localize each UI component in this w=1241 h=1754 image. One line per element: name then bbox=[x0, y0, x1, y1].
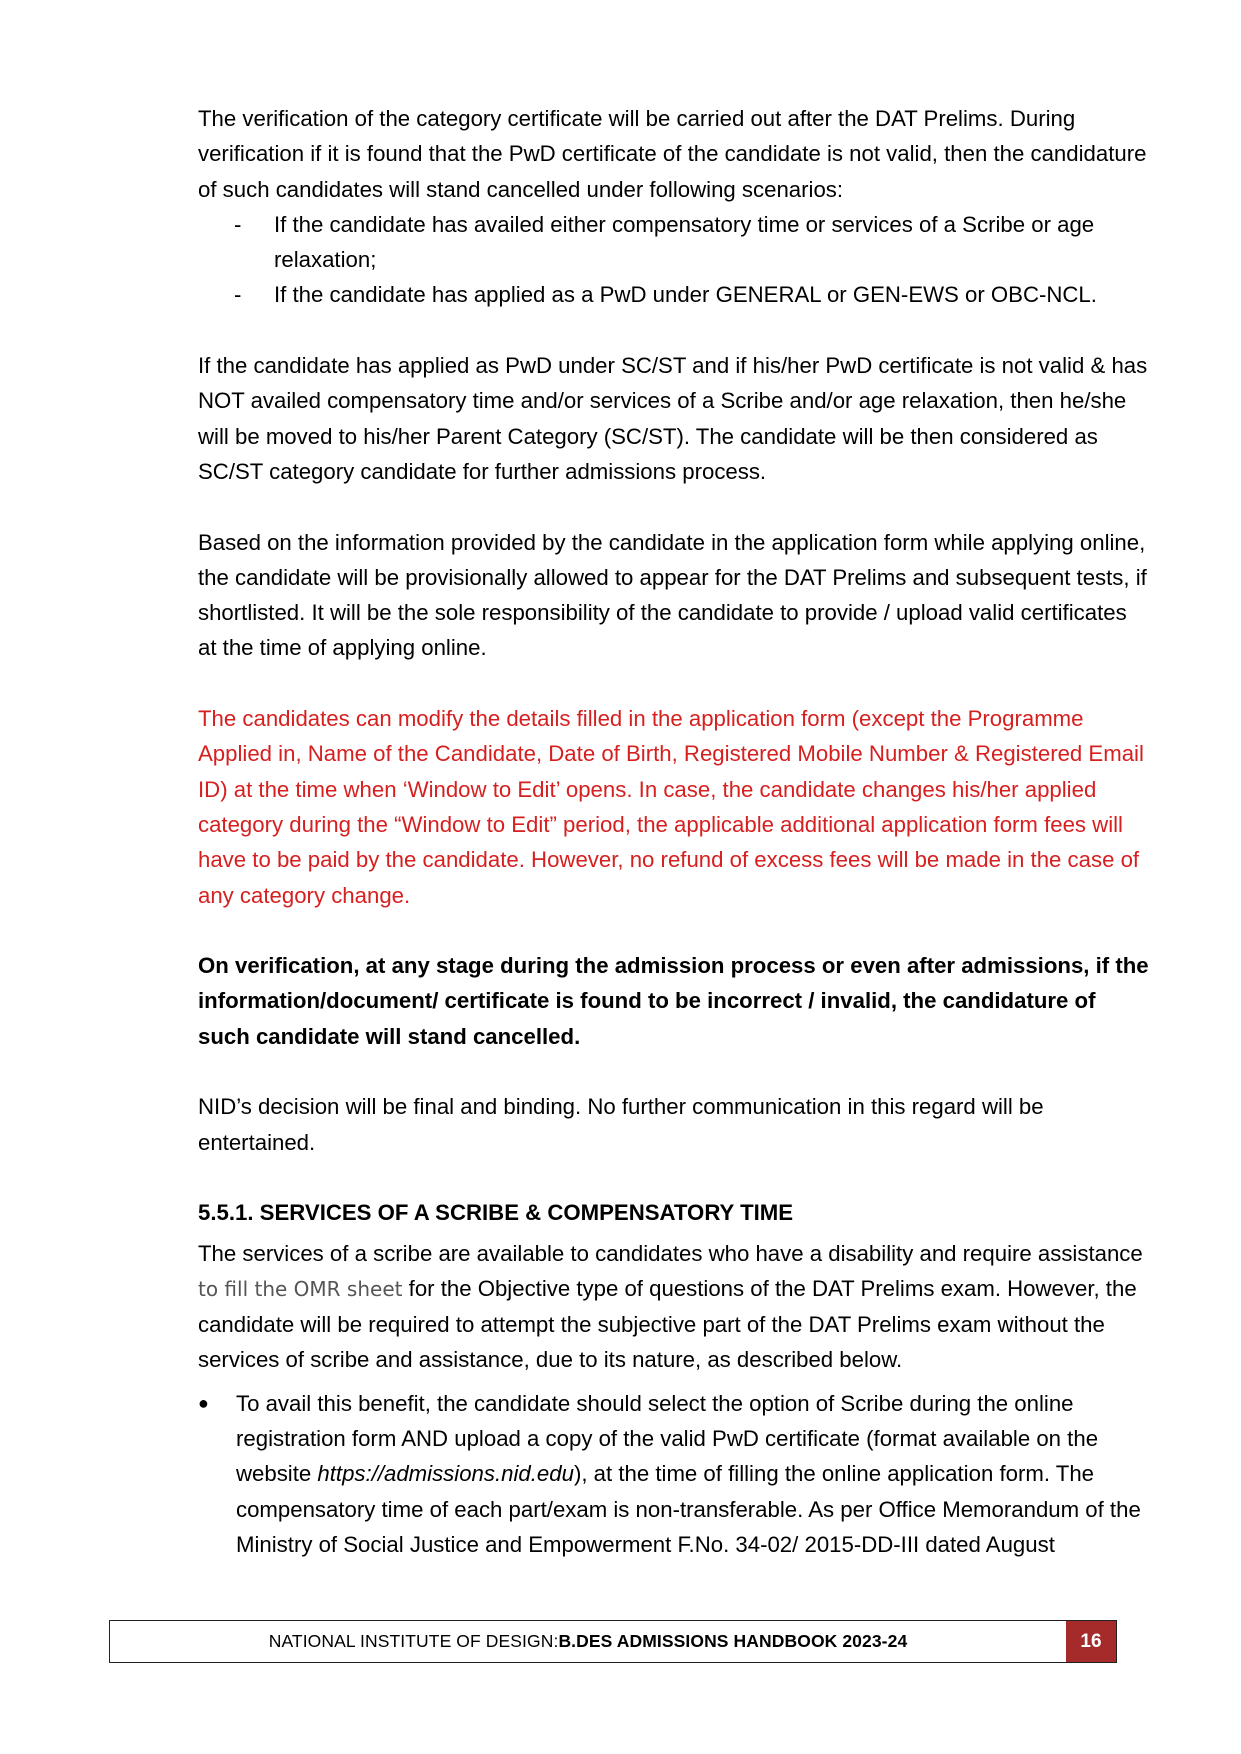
dash-marker: - bbox=[234, 282, 242, 308]
page-content bbox=[198, 101, 1150, 1562]
list-item bbox=[198, 207, 1150, 278]
footer-title bbox=[110, 1621, 1066, 1662]
paragraph-nid-decision: NID’s decision will be final and binding. No further communication in this regard will be entertained. bbox=[198, 1094, 1044, 1155]
paragraph-scribe-intro bbox=[198, 1236, 1150, 1378]
bullet-text-cont: ), at the time of filling the online application form. The compensatory time of each part/exam is non-transferable. As per Office Memorandum of the Ministry of Social Justice and Empowerment F.No. 34-02/ 2015-DD-III dated August bbox=[236, 1461, 1141, 1557]
scribe-bullet-list bbox=[198, 1386, 1150, 1562]
footer-handbook-title: B.DES ADMISSIONS HANDBOOK 2023-24 bbox=[558, 1631, 908, 1651]
paragraph-verification: The verification of the category certificate will be carried out after the DAT Prelims. During verification if it is found that the PwD certificate of the candidate is not valid, then the candidature of such candidates will stand cancelled under following scenarios: bbox=[198, 106, 1147, 202]
list-item bbox=[198, 277, 1150, 312]
list-item bbox=[198, 1386, 1150, 1562]
dash-marker: - bbox=[234, 211, 242, 237]
paragraph-provisional: Based on the information provided by the candidate in the application form while applying online, the candidate will be provisionally allowed to appear for the DAT Prelims and subsequent tests, if shortlisted. It will be the sole responsibility of the candidate to provide / upload valid certificates at the time of applying online. bbox=[198, 529, 1147, 661]
paragraph-cancellation-warning: On verification, at any stage during the admission process or even after admissions, if the information/document/ certificate is found to be incorrect / invalid, the candidature of such candidate will stand cancelled. bbox=[198, 953, 1149, 1049]
cancellation-scenarios-list bbox=[198, 207, 1150, 313]
intro-text: The services of a scribe are available to candidates who have a disability and require assistance bbox=[198, 1240, 1143, 1266]
bullet-marker: ● bbox=[198, 1392, 209, 1413]
paragraph-sc-st: If the candidate has applied as PwD under SC/ST and if his/her PwD certificate is not valid & has NOT availed compensatory time and/or services of a Scribe and/or age relaxation, then he/she will be moved to his/her Parent Category (SC/ST). The candidate will be then considered as SC/ST category candidate for further admissions process. bbox=[198, 353, 1148, 484]
bullet-text: To avail this benefit, the candidate should select the option of Scribe during the online registration form AND upload a copy of the valid PwD certificate (format available on the website bbox=[236, 1390, 1099, 1487]
footer-prefix: NATIONAL INSTITUTE OF DESIGN: bbox=[268, 1631, 559, 1651]
list-item-text: If the candidate has availed either compensatory time or services of a Scribe or age relaxation; bbox=[274, 211, 1095, 273]
page-footer bbox=[109, 1620, 1117, 1663]
intro-text-cont: for the Objective type of questions of the DAT Prelims exam. However, the candidate will be required to attempt the subjective part of the DAT Prelims exam without the services of scribe and assistance, due to its nature, as described below. bbox=[198, 1275, 1137, 1373]
website-link[interactable]: https://admissions.nid.edu bbox=[317, 1461, 574, 1487]
intro-omr-text: to fill the OMR sheet bbox=[198, 1276, 403, 1301]
page-number: 16 bbox=[1066, 1621, 1116, 1662]
paragraph-window-to-edit: The candidates can modify the details filled in the application form (except the Programme Applied in, Name of the Candidate, Date of Birth, Registered Mobile Number & Registered Email ID) at the time when ‘Window to Edit’ opens. In case, the candidate changes his/her applied category during the “Window to Edit” period, the applicable additional application form fees will have to be paid by the candidate. However, no refund of excess fees will be made in the case of any category change. bbox=[198, 706, 1144, 908]
list-item-text: If the candidate has applied as a PwD under GENERAL or GEN-EWS or OBC-NCL. bbox=[274, 282, 1097, 308]
section-heading: 5.5.1. SERVICES OF A SCRIBE & COMPENSATORY TIME bbox=[198, 1200, 794, 1226]
